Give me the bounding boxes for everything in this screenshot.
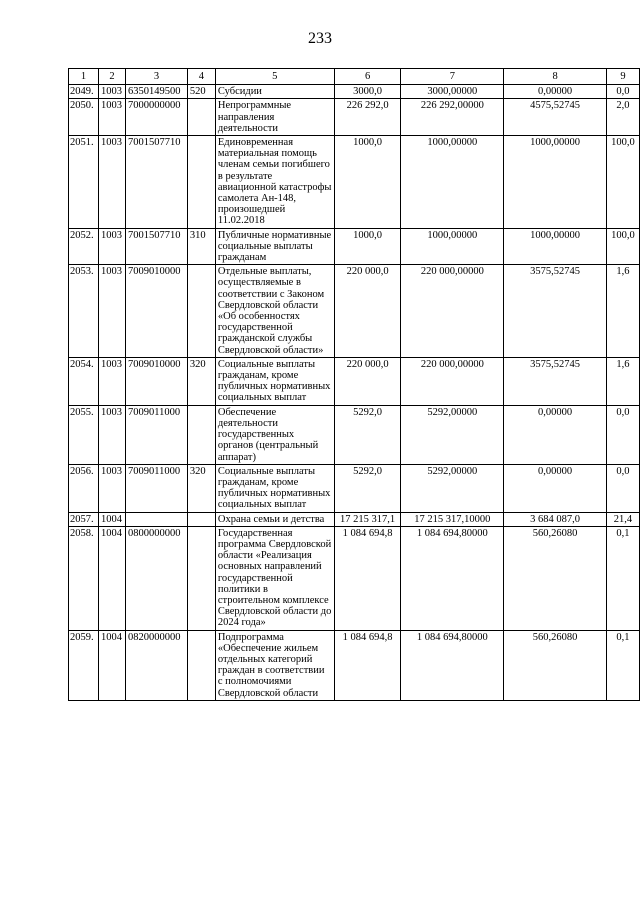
expense-type-cell (187, 405, 215, 464)
percent-cell: 0,1 (606, 526, 639, 630)
approved-amount-cell: 3000,0 (334, 85, 401, 99)
percent-cell: 0,0 (606, 405, 639, 464)
name-cell: Подпрограмма «Обеспечение жильем отдельных категорий граждан в соответствии с полномочиями Свердловской области (215, 630, 334, 700)
row-number-cell: 2057. (69, 512, 99, 526)
header-cell: 4 (187, 69, 215, 85)
executed-amount-cell: 1000,00000 (504, 136, 607, 229)
expense-type-cell: 310 (187, 228, 215, 265)
header-cell: 5 (215, 69, 334, 85)
percent-cell: 1,6 (606, 265, 639, 358)
section-code-cell: 1003 (98, 464, 125, 512)
row-number-cell: 2049. (69, 85, 99, 99)
expense-type-cell (187, 512, 215, 526)
percent-cell: 100,0 (606, 228, 639, 265)
expense-type-cell: 520 (187, 85, 215, 99)
target-code-cell (125, 512, 187, 526)
executed-amount-cell: 1000,00000 (504, 228, 607, 265)
table-row (69, 85, 640, 99)
percent-cell: 1,6 (606, 357, 639, 405)
expense-type-cell (187, 265, 215, 358)
adjusted-amount-cell: 220 000,00000 (401, 265, 504, 358)
header-cell: 3 (125, 69, 187, 85)
approved-amount-cell: 226 292,0 (334, 99, 401, 136)
row-number-cell: 2054. (69, 357, 99, 405)
adjusted-amount-cell: 5292,00000 (401, 405, 504, 464)
expense-type-cell (187, 526, 215, 630)
name-cell: Единовременная материальная помощь членам семьи погибшего в результате авиационной катастрофы самолета Ан-148, произошедшей 11.02.2018 (215, 136, 334, 229)
adjusted-amount-cell: 3000,00000 (401, 85, 504, 99)
table-row (69, 512, 640, 526)
expense-type-cell: 320 (187, 464, 215, 512)
executed-amount-cell: 3 684 087,0 (504, 512, 607, 526)
executed-amount-cell: 4575,52745 (504, 99, 607, 136)
target-code-cell: 7000000000 (125, 99, 187, 136)
header-cell: 1 (69, 69, 99, 85)
expense-type-cell: 320 (187, 357, 215, 405)
table-row (69, 136, 640, 229)
adjusted-amount-cell: 226 292,00000 (401, 99, 504, 136)
table-row (69, 405, 640, 464)
row-number-cell: 2050. (69, 99, 99, 136)
adjusted-amount-cell: 1 084 694,80000 (401, 526, 504, 630)
approved-amount-cell: 5292,0 (334, 464, 401, 512)
row-number-cell: 2059. (69, 630, 99, 700)
executed-amount-cell: 3575,52745 (504, 357, 607, 405)
name-cell: Субсидии (215, 85, 334, 99)
page-number: 233 (308, 30, 332, 47)
section-code-cell: 1004 (98, 630, 125, 700)
table-row (69, 99, 640, 136)
table-row (69, 464, 640, 512)
row-number-cell: 2055. (69, 405, 99, 464)
name-cell: Публичные нормативные социальные выплаты гражданам (215, 228, 334, 265)
adjusted-amount-cell: 1000,00000 (401, 228, 504, 265)
name-cell: Государственная программа Свердловской области «Реализация основных направлений государственной политики в строительном комплексе Свердловской области до 2024 года» (215, 526, 334, 630)
percent-cell: 0,0 (606, 85, 639, 99)
budget-table (68, 68, 640, 701)
target-code-cell: 7001507710 (125, 136, 187, 229)
name-cell: Социальные выплаты гражданам, кроме публичных нормативных социальных выплат (215, 464, 334, 512)
row-number-cell: 2056. (69, 464, 99, 512)
percent-cell: 0,0 (606, 464, 639, 512)
section-code-cell: 1003 (98, 228, 125, 265)
executed-amount-cell: 3575,52745 (504, 265, 607, 358)
executed-amount-cell: 0,00000 (504, 464, 607, 512)
approved-amount-cell: 1000,0 (334, 228, 401, 265)
table-row (69, 265, 640, 358)
row-number-cell: 2052. (69, 228, 99, 265)
section-code-cell: 1003 (98, 357, 125, 405)
row-number-cell: 2053. (69, 265, 99, 358)
row-number-cell: 2051. (69, 136, 99, 229)
section-code-cell: 1003 (98, 99, 125, 136)
name-cell: Охрана семьи и детства (215, 512, 334, 526)
name-cell: Непрограммные направления деятельности (215, 99, 334, 136)
section-code-cell: 1003 (98, 405, 125, 464)
percent-cell: 21,4 (606, 512, 639, 526)
target-code-cell: 7009010000 (125, 357, 187, 405)
expense-type-cell (187, 136, 215, 229)
section-code-cell: 1003 (98, 265, 125, 358)
name-cell: Социальные выплаты гражданам, кроме публичных нормативных социальных выплат (215, 357, 334, 405)
executed-amount-cell: 0,00000 (504, 85, 607, 99)
section-code-cell: 1004 (98, 526, 125, 630)
header-cell: 7 (401, 69, 504, 85)
name-cell: Отдельные выплаты, осуществляемые в соответствии с Законом Свердловской области «Об особенностях государственной гражданской службы Свердловской области» (215, 265, 334, 358)
adjusted-amount-cell: 17 215 317,10000 (401, 512, 504, 526)
target-code-cell: 7009011000 (125, 405, 187, 464)
expense-type-cell (187, 630, 215, 700)
adjusted-amount-cell: 220 000,00000 (401, 357, 504, 405)
approved-amount-cell: 220 000,0 (334, 265, 401, 358)
target-code-cell: 6350149500 (125, 85, 187, 99)
target-code-cell: 7001507710 (125, 228, 187, 265)
approved-amount-cell: 17 215 317,1 (334, 512, 401, 526)
header-cell: 8 (504, 69, 607, 85)
approved-amount-cell: 5292,0 (334, 405, 401, 464)
name-cell: Обеспечение деятельности государственных органов (центральный аппарат) (215, 405, 334, 464)
expense-type-cell (187, 99, 215, 136)
table-row (69, 228, 640, 265)
section-code-cell: 1003 (98, 136, 125, 229)
section-code-cell: 1004 (98, 512, 125, 526)
adjusted-amount-cell: 5292,00000 (401, 464, 504, 512)
adjusted-amount-cell: 1000,00000 (401, 136, 504, 229)
table-row (69, 630, 640, 700)
table-body (69, 85, 640, 701)
header-cell: 9 (606, 69, 639, 85)
approved-amount-cell: 1 084 694,8 (334, 526, 401, 630)
percent-cell: 2,0 (606, 99, 639, 136)
table-row (69, 526, 640, 630)
percent-cell: 0,1 (606, 630, 639, 700)
approved-amount-cell: 1000,0 (334, 136, 401, 229)
table-header-row (69, 69, 640, 85)
approved-amount-cell: 220 000,0 (334, 357, 401, 405)
header-cell: 2 (98, 69, 125, 85)
executed-amount-cell: 0,00000 (504, 405, 607, 464)
approved-amount-cell: 1 084 694,8 (334, 630, 401, 700)
target-code-cell: 7009011000 (125, 464, 187, 512)
executed-amount-cell: 560,26080 (504, 526, 607, 630)
percent-cell: 100,0 (606, 136, 639, 229)
table-row (69, 357, 640, 405)
adjusted-amount-cell: 1 084 694,80000 (401, 630, 504, 700)
target-code-cell: 7009010000 (125, 265, 187, 358)
section-code-cell: 1003 (98, 85, 125, 99)
executed-amount-cell: 560,26080 (504, 630, 607, 700)
target-code-cell: 0800000000 (125, 526, 187, 630)
target-code-cell: 0820000000 (125, 630, 187, 700)
header-cell: 6 (334, 69, 401, 85)
row-number-cell: 2058. (69, 526, 99, 630)
